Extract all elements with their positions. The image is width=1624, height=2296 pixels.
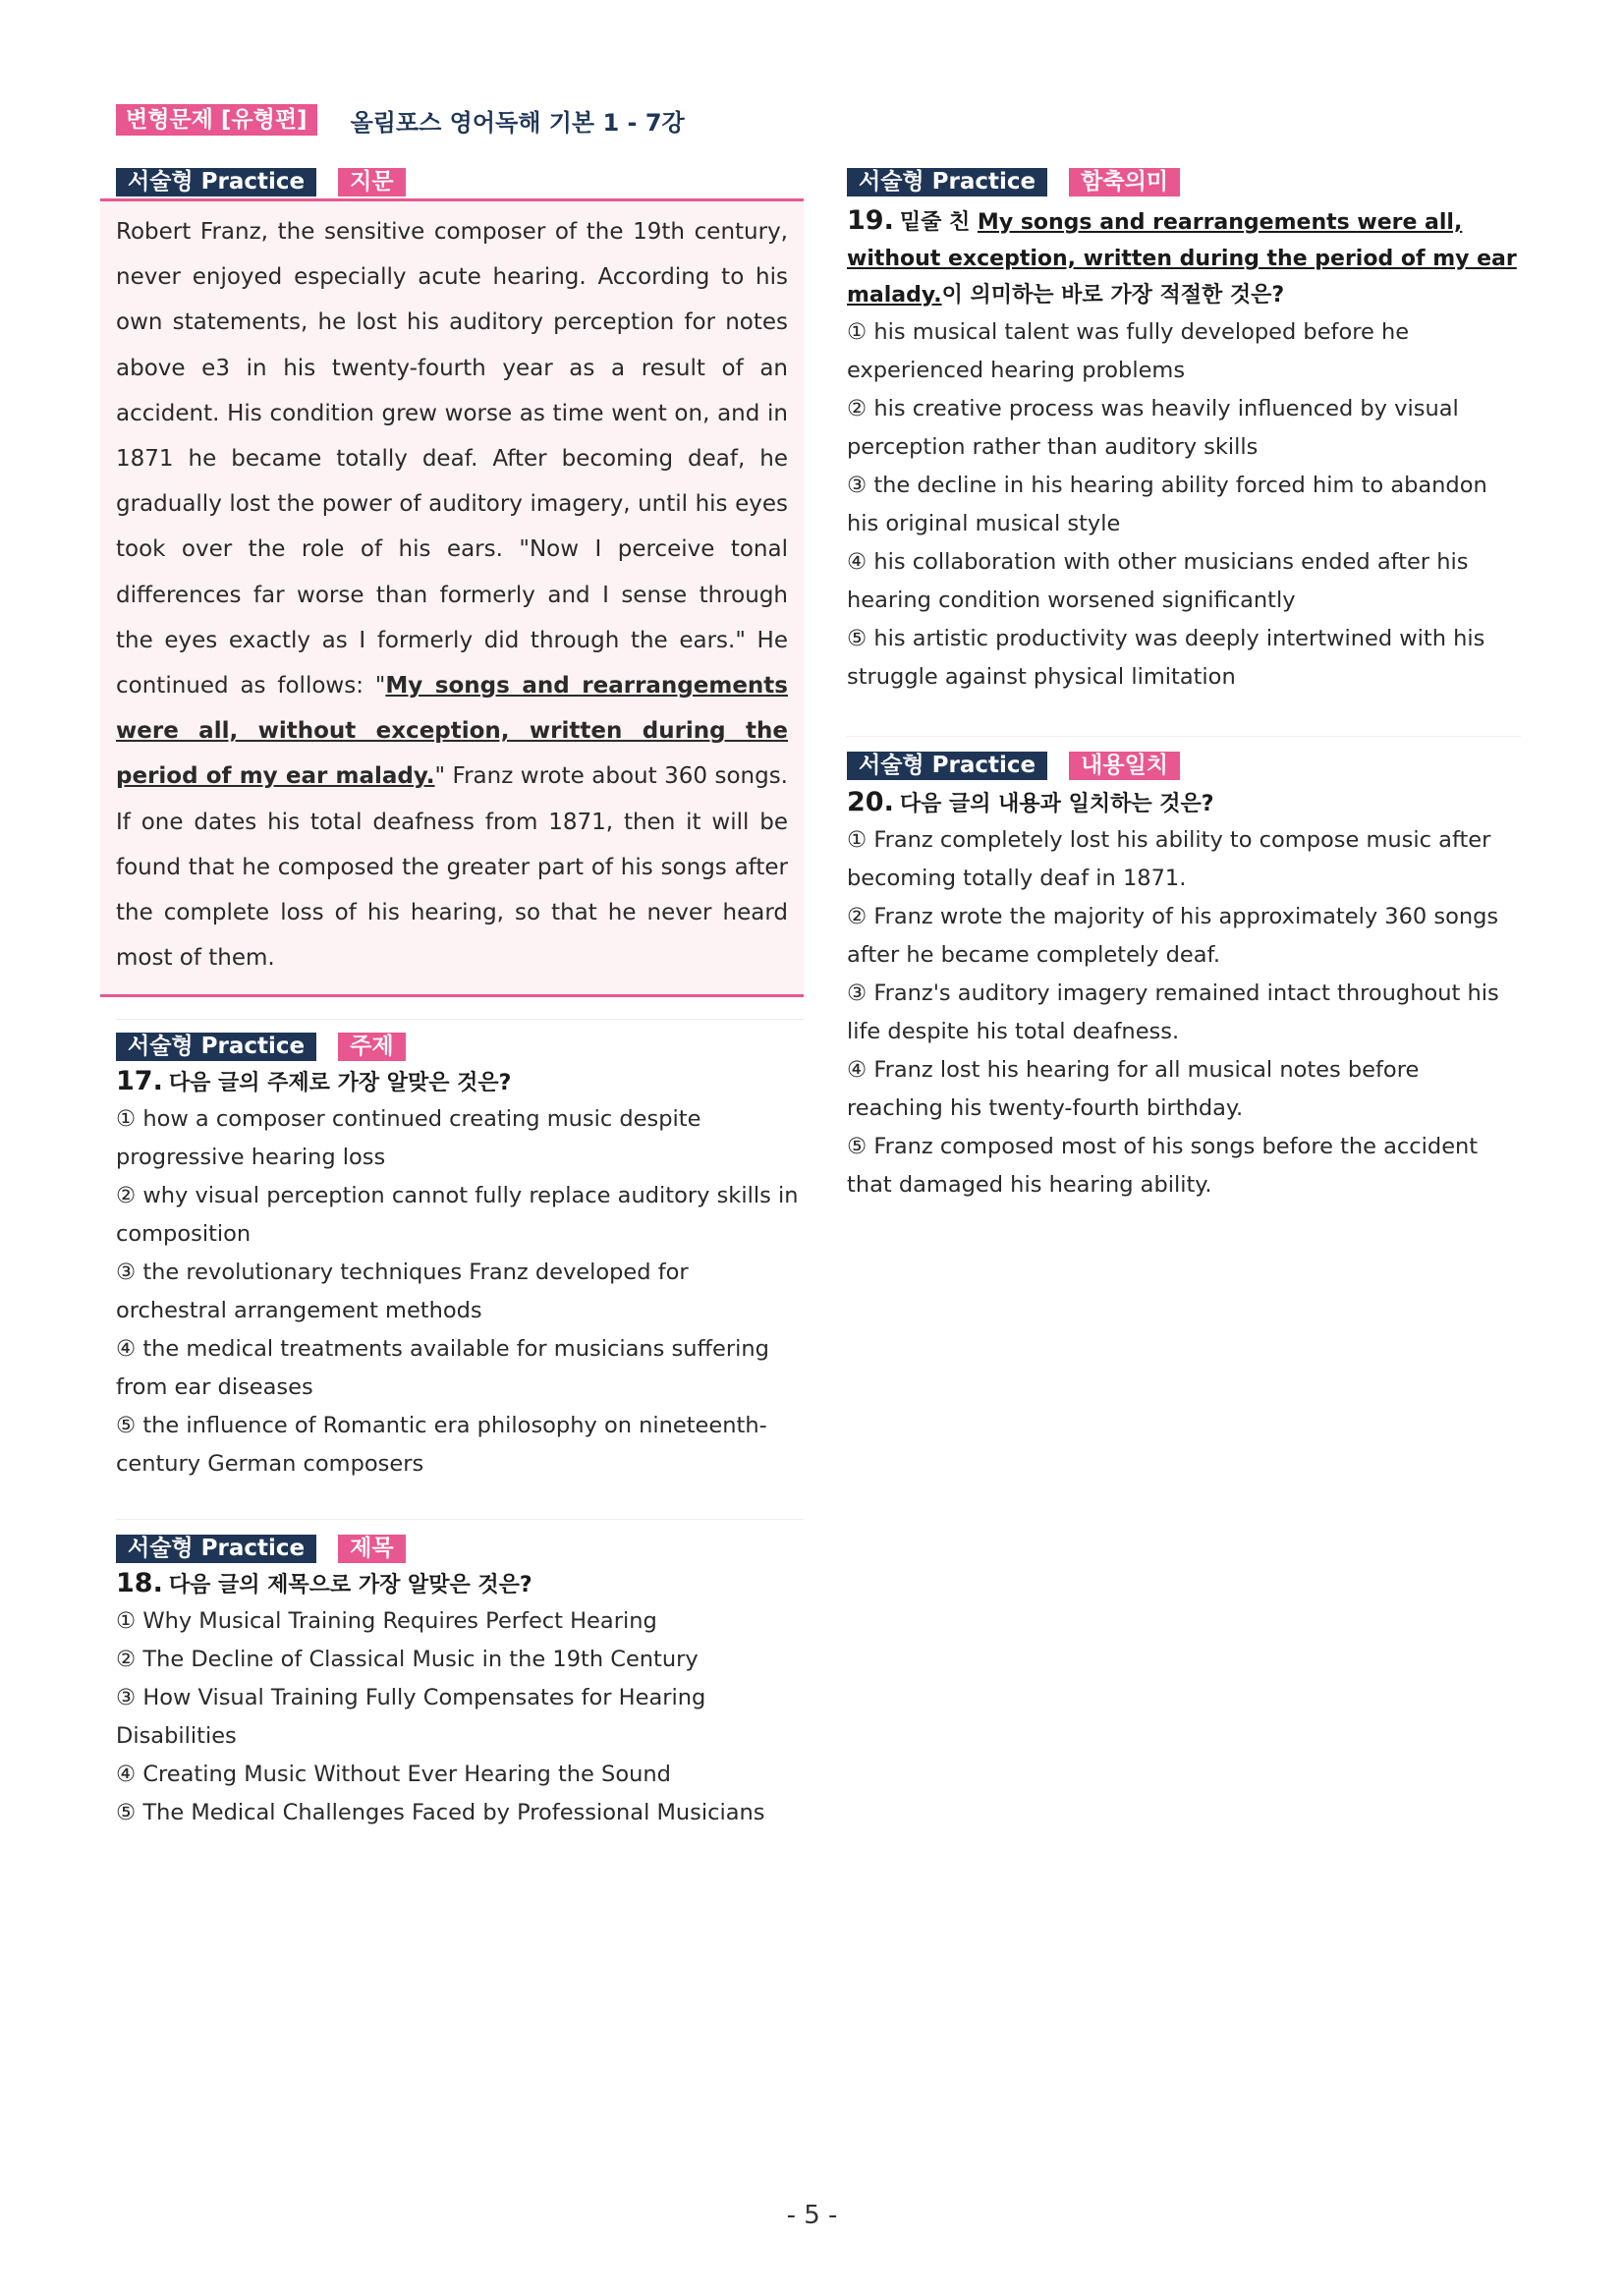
option-2[interactable]: ② why visual perception cannot fully replace auditory skills in composition xyxy=(116,1183,799,1248)
divider xyxy=(116,1019,804,1020)
question-18 xyxy=(116,1534,804,1832)
section-tag: 내용일치 xyxy=(1069,752,1180,780)
right-column xyxy=(847,167,1521,1204)
option-2[interactable]: ② his creative process was heavily influenced by visual perception rather than auditory skills xyxy=(847,396,1459,460)
question-19 xyxy=(847,167,1521,697)
question-underlined-sentence: My songs and rearrangements were all, without exception, written during the period of my ear malady. xyxy=(847,210,1517,308)
question-number: 17. xyxy=(116,1066,163,1097)
question-text: 다음 글의 주제로 가장 알맞은 것은? xyxy=(168,1071,512,1096)
q17-section-label xyxy=(116,1032,804,1061)
passage-box xyxy=(100,198,804,997)
options-list xyxy=(116,1602,804,1832)
q19-section-label xyxy=(847,167,1521,196)
question-prompt xyxy=(116,1065,804,1100)
question-text: 다음 글의 제목으로 가장 알맞은 것은? xyxy=(168,1573,532,1598)
options-list xyxy=(116,1100,804,1484)
option-3[interactable]: ③ Franz's auditory imagery remained intact throughout his life despite his total deafness. xyxy=(847,980,1499,1044)
page-number: - 5 - xyxy=(786,2201,838,2230)
question-number: 19. xyxy=(847,205,894,236)
option-3[interactable]: ③ How Visual Training Fully Compensates for Hearing Disabilities xyxy=(116,1685,706,1750)
page-header xyxy=(116,102,685,138)
question-prompt xyxy=(847,202,1521,313)
option-3[interactable]: ③ the revolutionary techniques Franz developed for orchestral arrangement methods xyxy=(116,1260,689,1324)
passage-text: Robert Franz, the sensitive composer of the 19th century, never enjoyed especially acute hearing. According to his own statements, he lost his auditory perception for notes above e3 in his twenty-fourth year as a result of an accident. His condition grew worse as time went on, and in 1871 he became totally deaf. After becoming deaf, he gradually lost the power of auditory imagery, until his eyes took over the role of his ears. "Now I perceive tonal differences far worse than formerly and I sense through the eyes exactly as I formerly did through the ears." He continued as follows: " xyxy=(116,219,788,700)
section-tag: 주제 xyxy=(338,1033,405,1061)
passage-underlined-sentence: My songs and rearrangements were all, without exception, written during the period of my ear malady. xyxy=(116,673,788,790)
header-title: 올림포스 영어독해 기본 1 - 7강 xyxy=(350,108,685,137)
question-number: 18. xyxy=(116,1568,163,1599)
option-5[interactable]: ⑤ The Medical Challenges Faced by Professional Musicians xyxy=(116,1800,765,1826)
question-text: 다음 글의 내용과 일치하는 것은? xyxy=(899,792,1214,816)
section-label: 서술형 Practice xyxy=(847,752,1047,780)
question-number: 20. xyxy=(847,787,894,817)
question-prompt xyxy=(847,786,1521,821)
options-list xyxy=(847,313,1521,697)
option-1[interactable]: ① his musical talent was fully developed before he experienced hearing problems xyxy=(847,319,1410,383)
option-2[interactable]: ② The Decline of Classical Music in the 19th Century xyxy=(116,1647,699,1673)
header-tag: 변형문제 [유형편] xyxy=(116,104,317,136)
question-prompt xyxy=(116,1567,804,1602)
option-4[interactable]: ④ Creating Music Without Ever Hearing the Sound xyxy=(116,1762,671,1788)
option-4[interactable]: ④ the medical treatments available for musicians suffering from ear diseases xyxy=(116,1336,769,1401)
question-text-pre: 밑줄 친 xyxy=(899,210,978,235)
section-tag: 함축의미 xyxy=(1069,168,1180,196)
question-text-post: 이 의미하는 바로 가장 적절한 것은? xyxy=(941,283,1285,308)
option-1[interactable]: ① Why Musical Training Requires Perfect Hearing xyxy=(116,1608,657,1635)
option-3[interactable]: ③ the decline in his hearing ability forced him to abandon his original musical style xyxy=(847,473,1487,536)
section-label: 서술형 Practice xyxy=(116,1535,316,1563)
option-5[interactable]: ⑤ Franz composed most of his songs before the accident that damaged his hearing ability. xyxy=(847,1134,1479,1198)
option-4[interactable]: ④ his collaboration with other musicians ended after his hearing condition worsened significantly xyxy=(847,549,1469,613)
section-tag: 제목 xyxy=(338,1535,405,1563)
option-5[interactable]: ⑤ his artistic productivity was deeply intertwined with his struggle against physical limitation xyxy=(847,626,1485,690)
option-4[interactable]: ④ Franz lost his hearing for all musical notes before reaching his twenty-fourth birthday. xyxy=(847,1057,1420,1121)
passage-text-end: " Franz wrote about 360 songs. If one dates his total deafness from 1871, then it will be found that he composed the greater part of his songs after the complete loss of his hearing, so that he never heard most of them. xyxy=(116,763,788,972)
option-1[interactable]: ① Franz completely lost his ability to compose music after becoming totally deaf in 1871. xyxy=(847,827,1491,891)
section-label: 서술형 Practice xyxy=(116,168,316,196)
passage-section-label xyxy=(116,167,804,196)
q20-section-label xyxy=(847,751,1521,780)
section-tag: 지문 xyxy=(338,168,405,196)
left-column xyxy=(116,167,804,1832)
option-1[interactable]: ① how a composer continued creating music despite progressive hearing loss xyxy=(116,1106,701,1171)
question-17 xyxy=(116,1032,804,1484)
q18-section-label xyxy=(116,1534,804,1563)
question-20 xyxy=(847,751,1521,1204)
option-5[interactable]: ⑤ the influence of Romantic era philosophy on nineteenth-century German composers xyxy=(116,1413,767,1478)
options-list xyxy=(847,821,1521,1204)
divider xyxy=(847,736,1521,737)
section-label: 서술형 Practice xyxy=(116,1033,316,1061)
option-2[interactable]: ② Franz wrote the majority of his approximately 360 songs after he became completely deaf. xyxy=(847,904,1499,968)
divider xyxy=(116,1519,804,1520)
section-label: 서술형 Practice xyxy=(847,168,1047,196)
